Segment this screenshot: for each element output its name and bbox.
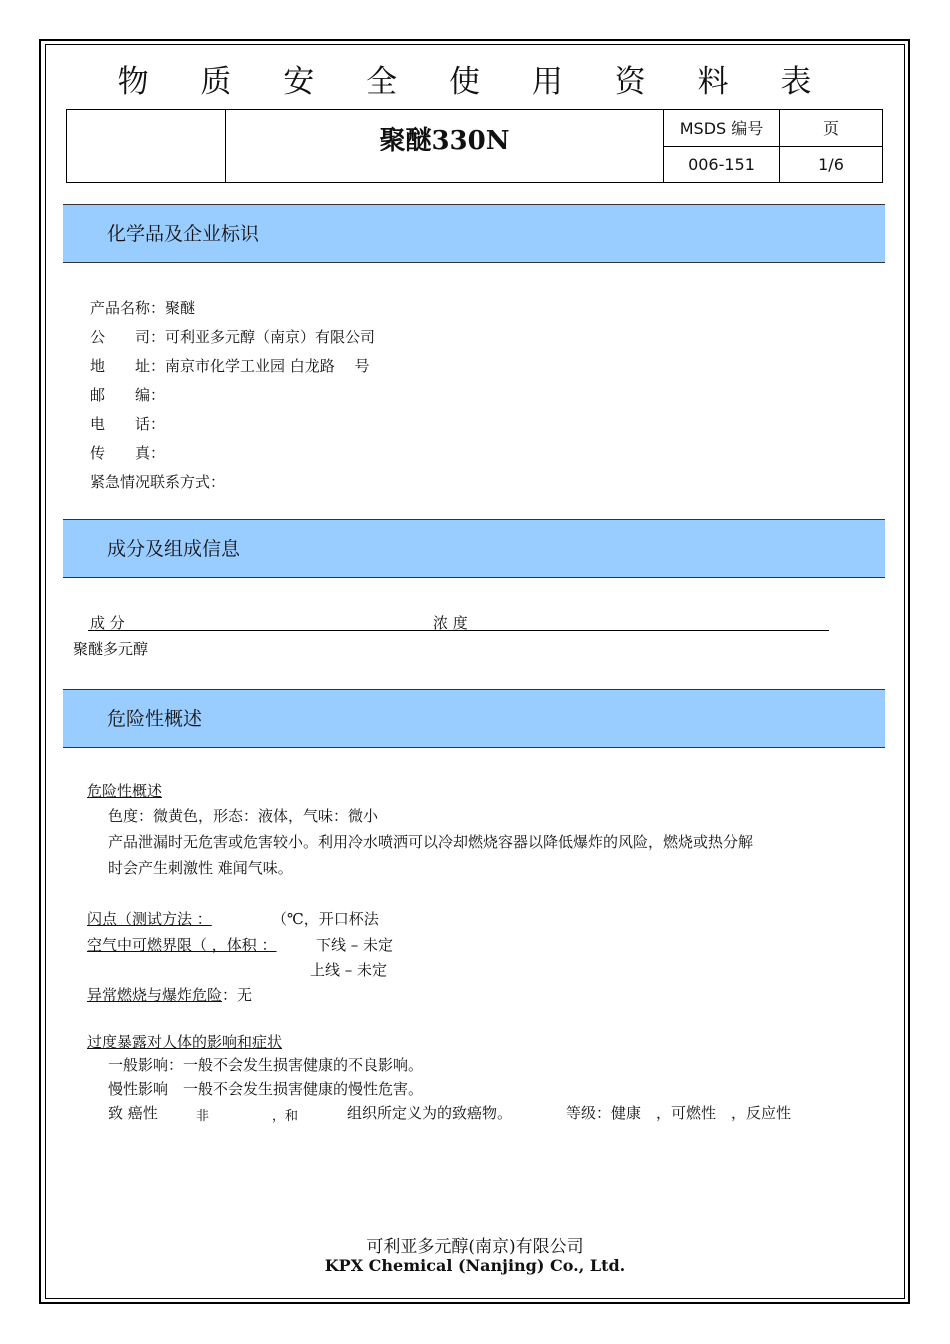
header-blank-cell [67, 110, 226, 183]
address-line: 地 址：南京市化学工业园 白龙路 号 [90, 357, 370, 375]
carcinogenic-text: 组织所定义为的致癌物。 [347, 1104, 513, 1122]
chronic-effects-line: 慢性影响 一般不会发生损害健康的慢性危害。 [108, 1080, 424, 1098]
hazard-overview-line1: 色度：微黄色，形态：液体，气味：微小 [108, 807, 379, 825]
page-number: 1/6 [780, 146, 883, 183]
fax-line: 传 真： [90, 444, 166, 462]
section-identification-heading: 化学品及企业标识 [107, 223, 260, 245]
msds-label: MSDS 编号 [664, 110, 780, 147]
composition-header-rule [88, 630, 829, 631]
hazard-overview-title: 危险性概述 [87, 782, 163, 800]
flammable-limit-lower: 下线 – 未定 [316, 936, 394, 954]
section-composition [63, 519, 885, 578]
emergency-line: 紧急情况联系方式： [90, 473, 226, 491]
hazard-grade-line: 等级：健康 ，可燃性 ，反应性 [566, 1104, 792, 1122]
concentration-column-header: 浓 度 [433, 614, 468, 632]
footer-company-cn: 可利亚多元醇(南京)有限公司 [366, 1237, 584, 1257]
abnormal-fire-line [87, 984, 252, 1005]
section-composition-heading: 成分及组成信息 [107, 538, 241, 560]
carcinogenic-label: 致 癌性 [108, 1104, 158, 1122]
product-name-line: 产品名称：聚醚 [90, 299, 196, 317]
carcinogenic-fei: 非 [196, 1109, 210, 1124]
section-hazards [63, 689, 885, 748]
component-row: 聚醚多元醇 [73, 640, 149, 658]
general-effects-line: 一般影响：一般不会发生损害健康的不良影响。 [108, 1056, 424, 1074]
component-column-header: 成 分 [90, 614, 125, 632]
flammable-limit-upper: 上线 – 未定 [310, 961, 388, 979]
header-table [66, 109, 883, 183]
exposure-effects-title: 过度暴露对人体的影响和症状 [87, 1033, 283, 1051]
section-hazards-heading: 危险性概述 [107, 708, 203, 730]
carcinogenic-he: ，和 [272, 1109, 299, 1124]
product-name: 聚醚330N [226, 110, 664, 183]
abnormal-fire-value: ：无 [222, 986, 253, 1004]
flash-point-label: 闪点（测试方法 ： [87, 910, 212, 928]
page-label: 页 [780, 110, 883, 147]
flash-point-value: （℃，开口杯法 [272, 910, 379, 928]
msds-number: 006-151 [664, 146, 780, 183]
document-title: 物 质 安 全 使 用 资 料 表 [117, 64, 833, 100]
company-line: 公 司：可利亚多元醇（南京）有限公司 [90, 328, 376, 346]
abnormal-fire-label: 异常燃烧与爆炸危险 [87, 986, 223, 1004]
phone-line: 电 话： [90, 415, 166, 433]
hazard-overview-line3: 时会产生刺激性 难闻气味。 [108, 859, 293, 877]
hazard-overview-line2: 产品泄漏时无危害或危害较小。利用冷水喷洒可以冷却燃烧容器以降低爆炸的风险，燃烧或热分解 [108, 833, 754, 851]
postcode-line: 邮 编： [90, 386, 166, 404]
flammable-limits-label: 空气中可燃界限（ ，体积 ： [87, 936, 277, 954]
section-identification [63, 204, 885, 263]
footer-company-en: KPX Chemical (Nanjing) Co., Ltd. [324, 1256, 626, 1275]
